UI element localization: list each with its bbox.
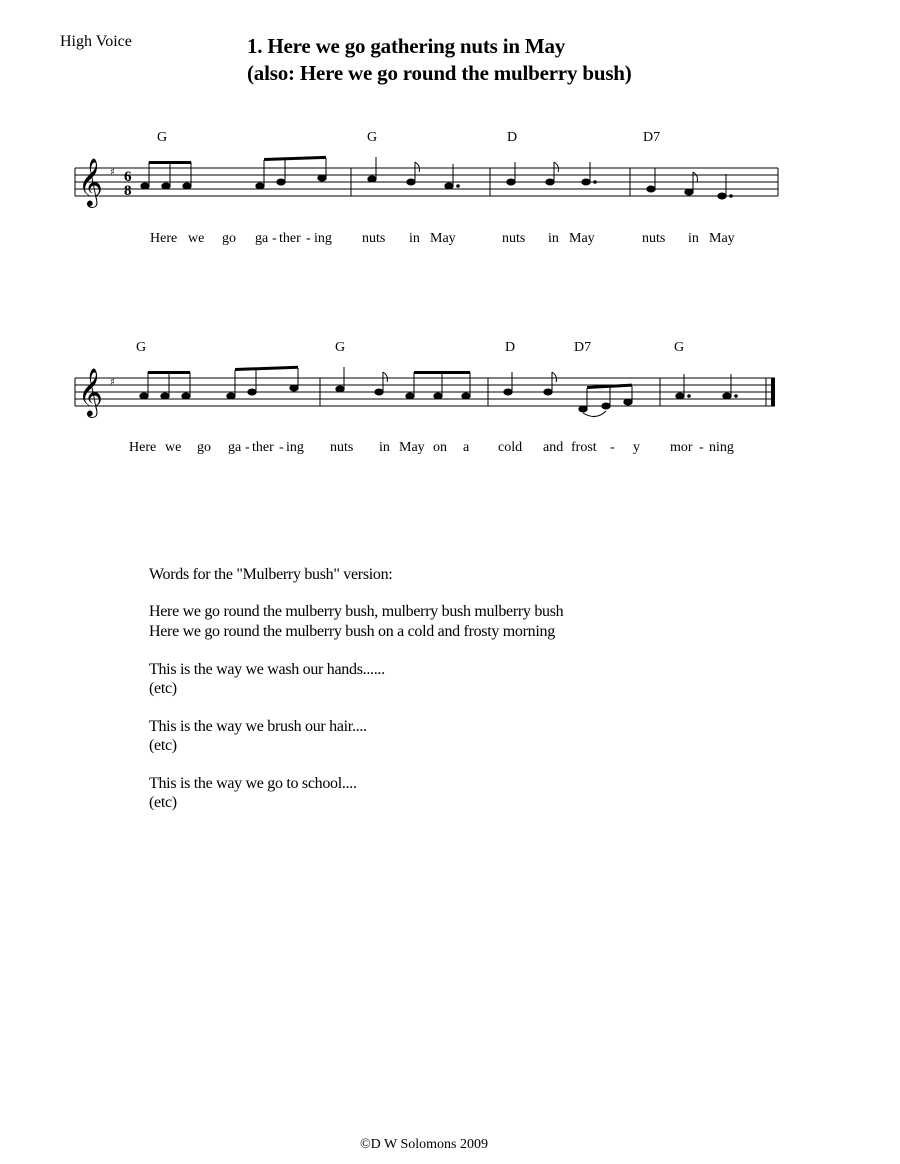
lyric-hyphen: - xyxy=(245,440,250,455)
lyric-syllable: nuts xyxy=(330,440,354,455)
lyric-hyphen: - xyxy=(699,440,704,455)
lyric-syllable: ing xyxy=(286,440,304,455)
chord-symbol: G xyxy=(367,130,378,145)
lyric-hyphen: - xyxy=(610,440,615,455)
lyric-syllable: and xyxy=(543,440,564,455)
lyric-syllable: May xyxy=(709,231,735,246)
verse-line: This is the way we go to school.... xyxy=(149,775,357,792)
lyric-syllable: cold xyxy=(498,440,523,455)
lyric-syllable: ther xyxy=(252,440,274,455)
key-sharp-icon: ♯ xyxy=(110,167,115,178)
song-subtitle: (also: Here we go round the mulberry bush) xyxy=(247,61,632,85)
lyric-syllable: May xyxy=(430,231,456,246)
lyric-syllable: go xyxy=(222,231,236,246)
verse-line: Here we go round the mulberry bush, mulberry bush mulberry bush xyxy=(149,603,564,620)
verse-note: (etc) xyxy=(149,794,177,811)
lyric-syllable: ther xyxy=(279,231,301,246)
lyric-syllable: ga xyxy=(255,231,269,246)
chord-symbol: D xyxy=(507,130,518,145)
final-barline xyxy=(771,378,775,406)
voice-label: High Voice xyxy=(60,33,132,50)
lyric-syllable: y xyxy=(633,440,640,455)
lyric-syllable: we xyxy=(165,440,182,455)
lyric-syllable: May xyxy=(399,440,425,455)
lyric-syllable: in xyxy=(379,440,390,455)
lyric-syllable: mor xyxy=(670,440,693,455)
lyric-syllable: ing xyxy=(314,231,332,246)
lyric-syllable: we xyxy=(188,231,205,246)
verse-line: This is the way we wash our hands...... xyxy=(149,661,385,678)
lyric-syllable: go xyxy=(197,440,211,455)
chord-symbol: D7 xyxy=(643,130,661,145)
treble-clef-icon: 𝄞 xyxy=(78,157,103,206)
time-signature-bottom: 8 xyxy=(124,183,132,199)
chord-symbol: G xyxy=(157,130,168,145)
lyric-syllable: in xyxy=(409,231,420,246)
chord-symbol: G xyxy=(335,340,346,355)
lyric-syllable: Here xyxy=(129,440,157,455)
chord-symbol: D7 xyxy=(574,340,592,355)
key-sharp-icon: ♯ xyxy=(110,377,115,388)
lyric-syllable: nuts xyxy=(502,231,526,246)
music-staff-system-1 xyxy=(0,150,900,220)
lyric-syllable: nuts xyxy=(642,231,666,246)
treble-clef-icon: 𝄞 xyxy=(78,367,103,416)
verse-line: This is the way we brush our hair.... xyxy=(149,718,367,735)
words-heading: Words for the "Mulberry bush" version: xyxy=(149,566,393,583)
lyric-hyphen: - xyxy=(306,231,311,246)
lyric-syllable: frost xyxy=(571,440,597,455)
lyric-syllable: in xyxy=(548,231,559,246)
chord-symbol: G xyxy=(674,340,685,355)
chord-symbol: G xyxy=(136,340,147,355)
verse-note: (etc) xyxy=(149,737,177,754)
time-signature-top: 6 xyxy=(124,169,132,185)
lyric-syllable: ning xyxy=(709,440,734,455)
chord-symbol: D xyxy=(505,340,516,355)
lyric-syllable: on xyxy=(433,440,447,455)
lyric-syllable: a xyxy=(463,440,470,455)
lyric-hyphen: - xyxy=(272,231,277,246)
lyric-syllable: nuts xyxy=(362,231,386,246)
lyric-syllable: ga xyxy=(228,440,242,455)
verse-note: (etc) xyxy=(149,680,177,697)
lyric-syllable: May xyxy=(569,231,595,246)
song-title: 1. Here we go gathering nuts in May xyxy=(247,34,566,58)
lyric-syllable: Here xyxy=(150,231,178,246)
lyric-syllable: in xyxy=(688,231,699,246)
verse-line: Here we go round the mulberry bush on a cold and frosty morning xyxy=(149,623,555,640)
lyric-hyphen: - xyxy=(279,440,284,455)
copyright-notice: ©D W Solomons 2009 xyxy=(360,1137,488,1152)
music-staff-system-2 xyxy=(0,360,900,430)
